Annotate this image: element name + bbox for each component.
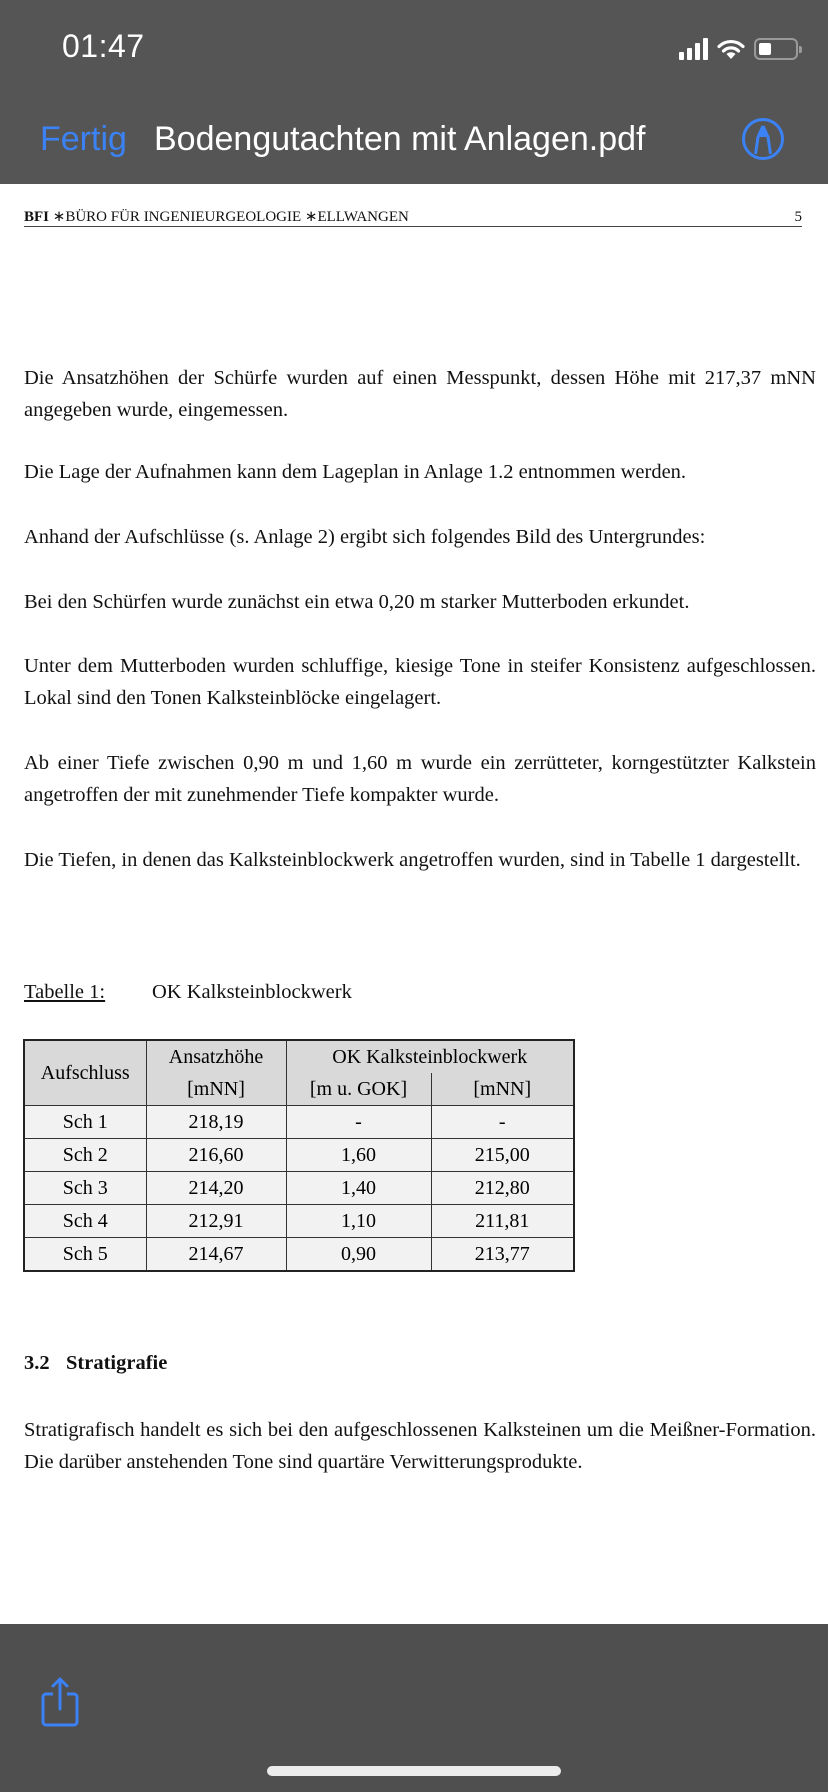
paragraph: Die Tiefen, in denen das Kalksteinblockwerk angetroffen wurden, sind in Tabelle 1 dargestellt. bbox=[24, 849, 801, 871]
paragraph: Anhand der Aufschlüsse (s. Anlage 2) ergibt sich folgendes Bild des Untergrundes: bbox=[24, 526, 706, 548]
battery-level bbox=[759, 43, 771, 55]
table-row bbox=[24, 1238, 574, 1272]
cell-aufschluss: Sch 4 bbox=[24, 1205, 146, 1238]
nav-bar bbox=[0, 110, 828, 170]
status-icons bbox=[679, 36, 798, 62]
table-row bbox=[24, 1172, 574, 1205]
paragraph: Die Lage der Aufnahmen kann dem Lageplan in Anlage 1.2 entnommen werden. bbox=[24, 461, 687, 483]
cell-ansatzhoehe: 214,20 bbox=[146, 1172, 286, 1205]
paragraph: Die Ansatzhöhen der Schürfe wurden auf einen Messpunkt, dessen Höhe mit 217,37 mNN angegeben wurde, eingemessen. bbox=[24, 367, 816, 421]
section-number: 3.2 bbox=[24, 1352, 50, 1374]
cell-elevation: 213,77 bbox=[431, 1238, 574, 1272]
depth-table bbox=[23, 1039, 575, 1272]
cell-depth: - bbox=[286, 1106, 431, 1139]
cell-ansatzhoehe: 212,91 bbox=[146, 1205, 286, 1238]
header-elevation-unit: [mNN] bbox=[431, 1073, 574, 1106]
section-title: Stratigrafie bbox=[66, 1352, 168, 1374]
table-row bbox=[24, 1139, 574, 1172]
pdf-page[interactable] bbox=[0, 184, 828, 1624]
page-number: 5 bbox=[794, 209, 802, 225]
cell-aufschluss: Sch 1 bbox=[24, 1106, 146, 1139]
cell-elevation: - bbox=[431, 1106, 574, 1139]
cell-ansatzhoehe: 216,60 bbox=[146, 1139, 286, 1172]
cell-ansatzhoehe: 214,67 bbox=[146, 1238, 286, 1272]
cell-aufschluss: Sch 5 bbox=[24, 1238, 146, 1272]
header-org-abbr: BFI bbox=[24, 209, 50, 225]
table-caption-title: OK Kalksteinblockwerk bbox=[152, 981, 352, 1003]
header-org-name: ∗BÜRO FÜR INGENIEURGEOLOGIE ∗ELLWANGEN bbox=[49, 209, 409, 225]
top-bar bbox=[0, 0, 828, 184]
home-indicator[interactable] bbox=[267, 1766, 561, 1776]
header-ansatzhoehe: Ansatzhöhe bbox=[146, 1040, 286, 1073]
header-depth-unit: [m u. GOK] bbox=[286, 1073, 431, 1106]
cell-depth: 0,90 bbox=[286, 1238, 431, 1272]
cell-elevation: 215,00 bbox=[431, 1139, 574, 1172]
paragraph: Ab einer Tiefe zwischen 0,90 m und 1,60 m wurde ein zerrütteter, korngestützter Kalkstein angetroffen der mit zunehmender Tiefe kompakter wurde. bbox=[24, 752, 816, 806]
cell-depth: 1,40 bbox=[286, 1172, 431, 1205]
cell-ansatzhoehe: 218,19 bbox=[146, 1106, 286, 1139]
header-aufschluss: Aufschluss bbox=[24, 1040, 146, 1106]
markup-pen-icon[interactable] bbox=[741, 117, 785, 161]
paragraph: Bei den Schürfen wurde zunächst ein etwa 0,20 m starker Mutterboden erkundet. bbox=[24, 591, 690, 613]
header-ok-kalksteinblockwerk: OK Kalksteinblockwerk bbox=[286, 1040, 574, 1073]
status-time: 01:47 bbox=[62, 28, 145, 64]
section-paragraph: Stratigrafisch handelt es sich bei den aufgeschlossenen Kalksteinen um die Meißner-Formation. Die darüber anstehenden Tone sind quartäre Verwitterungsprodukte. bbox=[24, 1419, 816, 1473]
wifi-icon bbox=[716, 38, 746, 60]
cell-aufschluss: Sch 3 bbox=[24, 1172, 146, 1205]
battery-icon bbox=[754, 38, 798, 60]
bottom-toolbar bbox=[0, 1624, 828, 1792]
cell-elevation: 211,81 bbox=[431, 1205, 574, 1238]
header-org bbox=[24, 208, 409, 226]
table-row bbox=[24, 1205, 574, 1238]
cell-aufschluss: Sch 2 bbox=[24, 1139, 146, 1172]
cell-elevation: 212,80 bbox=[431, 1172, 574, 1205]
table-caption-label: Tabelle 1: bbox=[24, 981, 106, 1003]
document-title: Bodengutachten mit Anlagen.pdf bbox=[154, 120, 646, 158]
cell-depth: 1,10 bbox=[286, 1205, 431, 1238]
page-header bbox=[24, 208, 802, 227]
cellular-signal-icon bbox=[679, 38, 708, 60]
done-button[interactable]: Fertig bbox=[40, 120, 127, 158]
table-row bbox=[24, 1106, 574, 1139]
share-icon[interactable] bbox=[40, 1676, 80, 1728]
header-ansatzhoehe-unit: [mNN] bbox=[146, 1073, 286, 1106]
cell-depth: 1,60 bbox=[286, 1139, 431, 1172]
section-heading bbox=[24, 1352, 167, 1375]
table-header-row bbox=[24, 1040, 574, 1073]
table-caption bbox=[24, 978, 352, 1006]
paragraph: Unter dem Mutterboden wurden schluffige, kiesige Tone in steifer Konsistenz aufgeschlossen. Lokal sind den Tonen Kalksteinblöcke eingelagert. bbox=[24, 655, 816, 709]
